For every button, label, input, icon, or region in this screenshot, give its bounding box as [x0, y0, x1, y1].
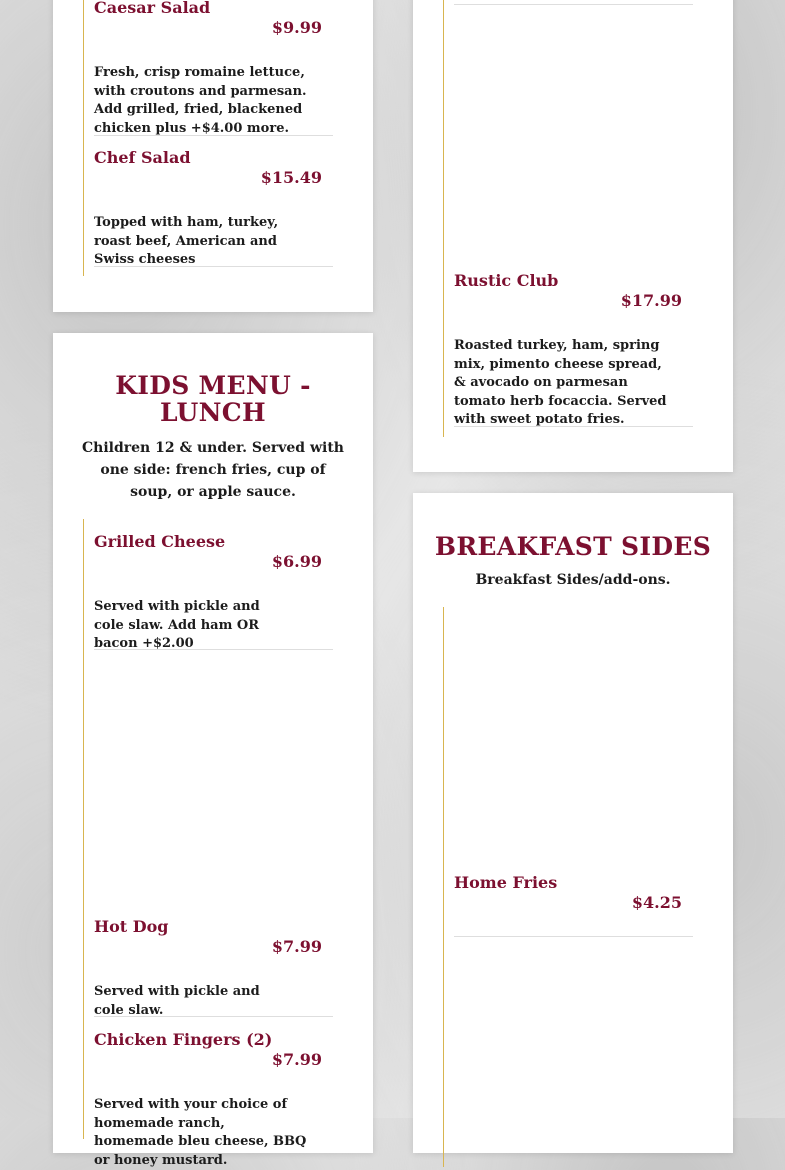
item-name: Chef Salad [94, 148, 191, 167]
menu-item-home-fries[interactable] [454, 873, 693, 937]
menu-item-chef-salad[interactable] [94, 148, 333, 267]
item-price: $15.49 [260, 168, 322, 187]
item-price: $4.25 [631, 893, 682, 912]
salads-item-list [83, 0, 344, 276]
item-price: $7.99 [271, 937, 322, 956]
sandwiches-item-list [443, 0, 704, 437]
item-name: Caesar Salad [94, 0, 211, 17]
menu-item-chicken-fingers[interactable] [94, 1030, 333, 1168]
section-subtitle: Breakfast Sides/add-ons. [475, 572, 671, 588]
section-title: KIDS MENU - LUNCH [115, 371, 311, 427]
salads-card [53, 0, 373, 312]
breakfast-item-list [443, 607, 704, 1167]
menu-item-grilled-cheese[interactable] [94, 532, 333, 650]
item-price: $17.99 [620, 291, 682, 310]
item-name: Home Fries [454, 873, 558, 892]
menu-item-caesar-salad[interactable] [94, 0, 333, 136]
breakfast-sides-card [413, 493, 733, 1153]
item-price: $7.99 [271, 1050, 322, 1069]
item-description: Roasted turkey, ham, spring mix, pimento cheese spread, & avocado on parmesan tomato herb focaccia. Served with sweet potato fries. [454, 338, 667, 427]
item-name: Grilled Cheese [94, 532, 226, 551]
item-price: $9.99 [271, 18, 322, 37]
menu-item-previous [454, 0, 693, 5]
kids-menu-card [53, 333, 373, 1168]
item-description: Served with pickle and cole slaw. Add ham OR bacon +$2.00 [94, 599, 260, 651]
item-name: Hot Dog [94, 917, 169, 936]
section-title: BREAKFAST SIDES [434, 532, 712, 561]
kids-item-list [83, 519, 344, 1168]
item-name: Rustic Club [454, 271, 559, 290]
item-description: Topped with ham, turkey, roast beef, American and Swiss cheeses [94, 215, 279, 267]
item-description: Served with pickle and cole slaw. [94, 984, 260, 1018]
menu-item-hot-dog[interactable] [94, 917, 333, 1017]
item-description: Served with your choice of homemade ranch, homemade bleu cheese, BBQ or honey mustard. [94, 1097, 307, 1168]
menu-item-rustic-club[interactable] [454, 271, 693, 427]
section-subtitle: Children 12 & under. Served with one side: french fries, cup of soup, or apple sauce. [82, 440, 344, 500]
item-description: Fresh, crisp romaine lettuce, with croutons and parmesan. Add grilled, fried, blackened chicken plus +$4.00 more. [94, 65, 307, 136]
sandwiches-card [413, 0, 733, 472]
item-name: Chicken Fingers (2) [94, 1030, 273, 1049]
item-price: $6.99 [271, 552, 322, 571]
